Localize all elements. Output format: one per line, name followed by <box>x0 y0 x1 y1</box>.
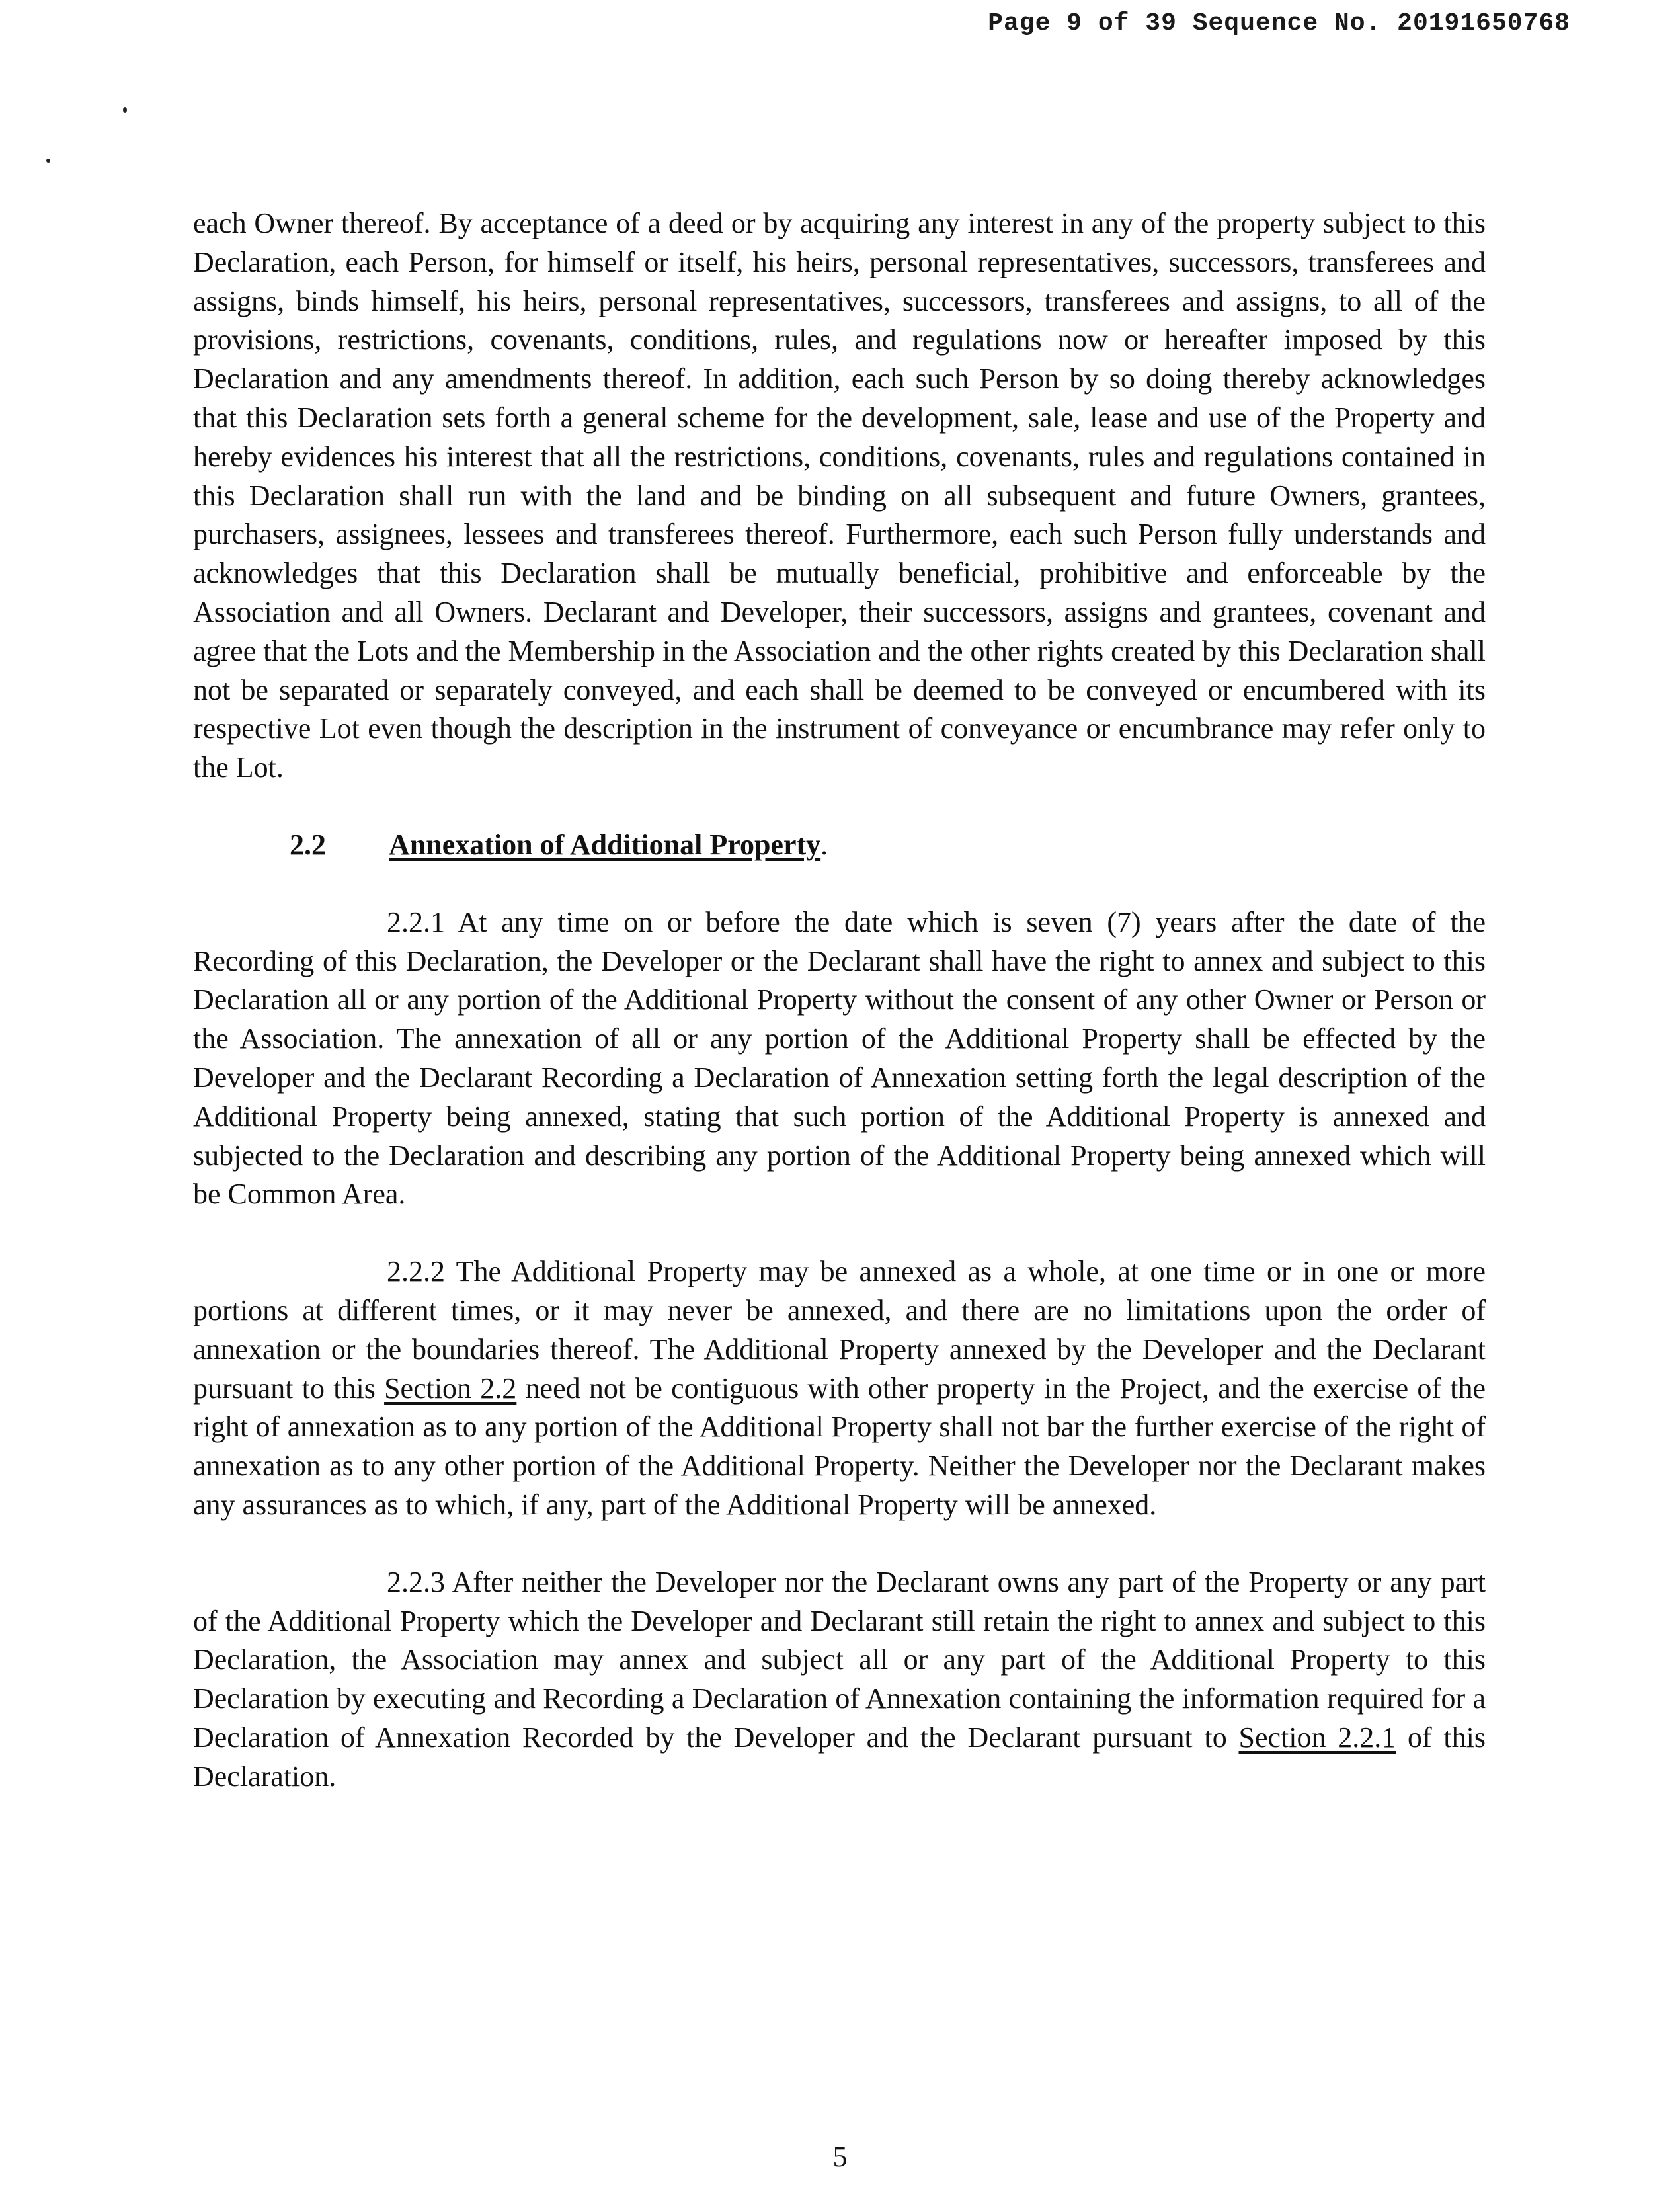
paragraph-2-2-1 <box>193 903 1486 1214</box>
paragraph-2-2-2-text: 2.2.2 The Additional Property may be annexed as a whole, at one time or in one or more portions at different times, or it may never be annexed, and there are no limitations upon the order of annexation or the boundaries thereof. The Additional Property annexed by the Developer and the Declarant pursuant to this <box>193 1255 1486 1405</box>
section-reference: Section 2.2 <box>384 1371 517 1405</box>
section-reference: Section 2.2.1 <box>1238 1721 1396 1754</box>
paragraph-2-2-1-text: 2.2.1 At any time on or before the date which is seven (7) years after the date of the Recording of this Declaration, the Developer or the Declarant shall have the right to annex and subject to this Declaration all or any portion of the Additional Property without the consent of any other Owner or Person or the Association. The annexation of all or any portion of the Additional Property shall be effected by the Developer and the Declarant Recording a Declaration of Annexation setting forth the legal description of the Additional Property being annexed, stating that such portion of the Additional Property is annexed and subjected to the Declaration and describing any portion of the Additional Property being annexed which will be Common Area. <box>193 905 1486 1211</box>
scan-speck <box>46 159 50 163</box>
section-title: Annexation of Additional Property <box>389 828 821 861</box>
sequence-stamp: Page 9 of 39 Sequence No. 20191650768 <box>988 9 1570 38</box>
paragraph-2-2-3-text-end: of this Declaration. <box>193 1721 1486 1793</box>
paragraph-2-2-3 <box>193 1563 1486 1797</box>
paragraph-2-2-3-text: 2.2.3 After neither the Developer nor the Declarant owns any part of the Property or any part of the Additional Property which the Developer and Declarant still retain the right to annex and subject to this Declaration, the Association may annex and subject all or any part of the Additional Property to this Declaration by executing and Recording a Declaration of Annexation containing the information required for a Declaration of Annexation Recorded by the Developer and the Declarant pursuant to <box>193 1565 1486 1754</box>
document-body <box>193 204 1486 1796</box>
section-title-period: . <box>820 828 828 861</box>
paragraph-2-2-2-text-end: need not be contiguous with other property in the Project, and the exercise of the right of annexation as to any portion of the Additional Property shall not bar the further exercise of the right of annexation as to any other portion of the Additional Property. Neither the Developer nor the Declarant makes any assurances as to which, if any, part of the Additional Property will be annexed. <box>193 1371 1486 1521</box>
scan-speck <box>123 107 127 113</box>
page-number: 5 <box>832 2140 848 2173</box>
section-heading <box>193 826 1486 865</box>
continuation-paragraph: each Owner thereof. By acceptance of a deed or by acquiring any interest in any of the property subject to this Declaration, each Person, for himself or itself, his heirs, personal representatives, successors, transferees and assigns, binds himself, his heirs, personal representatives, successors, transferees and assigns, to all of the provisions, restrictions, covenants, conditions, rules, and regulations now or hereafter imposed by this Declaration and any amendments thereof. In addition, each such Person by so doing thereby acknowledges that this Declaration sets forth a general scheme for the development, sale, lease and use of the Property and hereby evidences his interest that all the restrictions, conditions, covenants, rules and regulations contained in this Declaration shall run with the land and be binding on all subsequent and future Owners, grantees, purchasers, assignees, lessees and transferees thereof. Furthermore, each such Person fully understands and acknowledges that this Declaration shall be mutually beneficial, prohibitive and enforceable by the Association and all Owners. Declarant and Developer, their successors, assigns and grantees, covenant and agree that the Lots and the Membership in the Association and the other rights created by this Declaration shall not be separated or separately conveyed, and each shall be deemed to be conveyed or encumbered with its respective Lot even though the description in the instrument of conveyance or encumbrance may refer only to the Lot. <box>193 207 1486 784</box>
section-number: 2.2 <box>290 828 326 861</box>
paragraph-2-2-2 <box>193 1252 1486 1525</box>
